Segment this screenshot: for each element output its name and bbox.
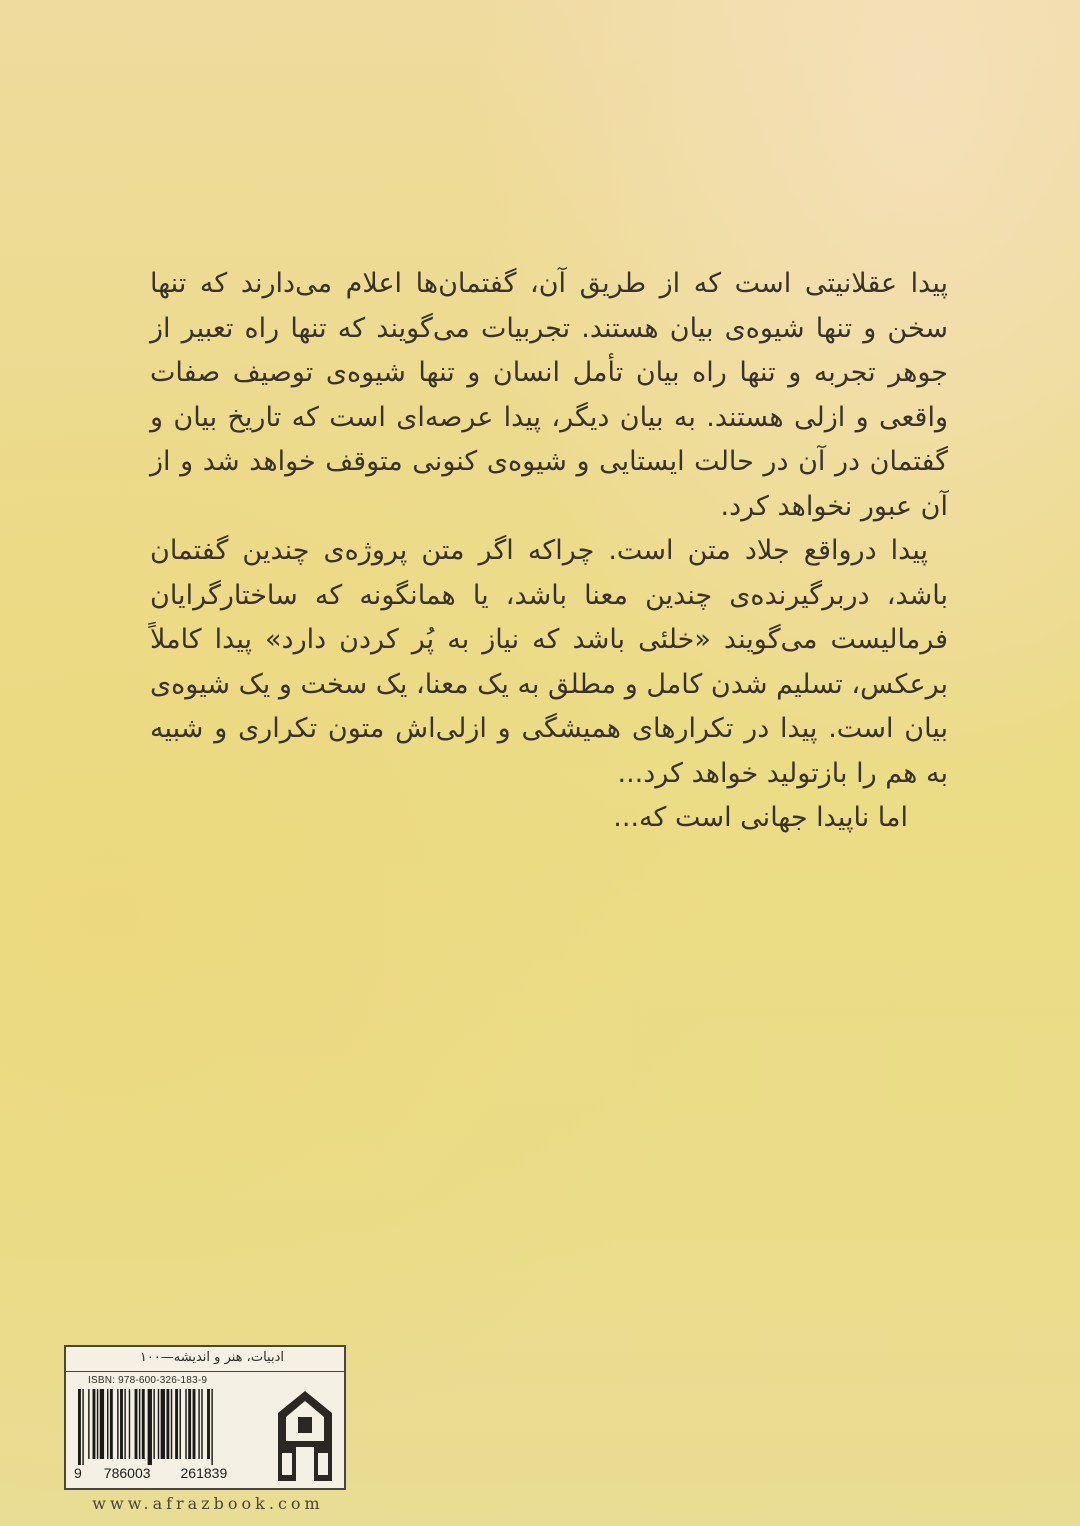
blurb-text [150,262,948,841]
barcode-bar [161,1389,165,1459]
barcode-bar [120,1389,123,1459]
barcode-bar [107,1389,108,1459]
blurb-paragraph-1: پیدا عقلانیتی است که از طریق آن، گفتمان‌ها اعلام می‌دارند که تنها سخن و تنها شیوه‌ی بیان هستند. تجربیات می‌گویند که تنها راه تعبیر از جوهر تجربه و تنها راه بیان تأمل انسان و تنها شیوه‌ی توصیف صفات واقعی و ازلی هستند. به بیان دیگر، پیدا عرصه‌ای است که تاریخ بیان و گفتمان در آن در حالت ایستایی و شیوه‌ی کنونی متوقف خواهد شد و از آن عبور نخواهد کرد. [150,268,948,522]
barcode-bar [100,1389,104,1459]
barcode-bar [166,1389,169,1459]
barcode-bar [193,1389,196,1459]
publisher-logo-icon [274,1387,336,1485]
barcode-bar [110,1389,113,1459]
publisher-website: www.afrazbook.com [92,1494,324,1513]
barcode-bar [188,1389,191,1459]
barcode-bar [201,1389,202,1459]
barcode-bar [139,1389,140,1459]
barcode-digit-group-3: 261839 [180,1465,228,1481]
barcode-digit-group-1: 9 [74,1465,82,1481]
barcode-bar [142,1389,145,1459]
barcode-bar [207,1389,210,1459]
barcode-digit-group-2: 786003 [103,1465,151,1481]
series-label: ادبیات، هنر و اندیشه—۱۰۰ [66,1347,344,1372]
barcode-icon [76,1389,276,1465]
barcode-bar [78,1389,81,1465]
barcode-bar [180,1389,181,1459]
barcode-box [64,1345,346,1490]
barcode-bar [124,1389,125,1459]
barcode-bar [185,1389,186,1459]
barcode-bar [93,1389,96,1459]
barcode-bar [171,1389,172,1459]
barcode-bar [198,1389,199,1459]
barcode-bar [158,1389,159,1459]
barcode-bar [175,1389,178,1459]
barcode-bar [82,1389,83,1465]
barcode-bar [97,1389,98,1459]
barcode-bar [88,1389,89,1459]
barcode-bar [148,1389,152,1465]
barcode-digits [74,1465,274,1481]
barcode-bar [129,1389,130,1459]
blurb-paragraph-2: پیدا درواقع جلاد متن است. چراکه اگر متن پروژه‌ی چندین گفتمان باشد، دربرگیرنده‌ی چندین معنا باشد، یا همانگونه که ساختارگرایان فرمالیست می‌گویند «خلئی باشد که نیاز به پُر کردن دارد» پیدا کاملاً برعکس، تسلیم شدن کامل و مطلق به یک معنا، یک سخت و یک شیوه‌ی بیان است. پیدا در تکرارهای همیشگی و ازلی‌اش متون تکراری و شبیه به هم را بازتولید خواهد کرد... [150,535,948,789]
barcode-bar [153,1389,154,1459]
barcode-bar [135,1389,138,1459]
isbn-label: ISBN: 978-600-326-183-9 [88,1375,208,1386]
barcode-bar [211,1389,212,1465]
barcode-bar [117,1389,118,1459]
blurb-paragraph-3: اما ناپیدا جهانی است که... [613,802,908,833]
